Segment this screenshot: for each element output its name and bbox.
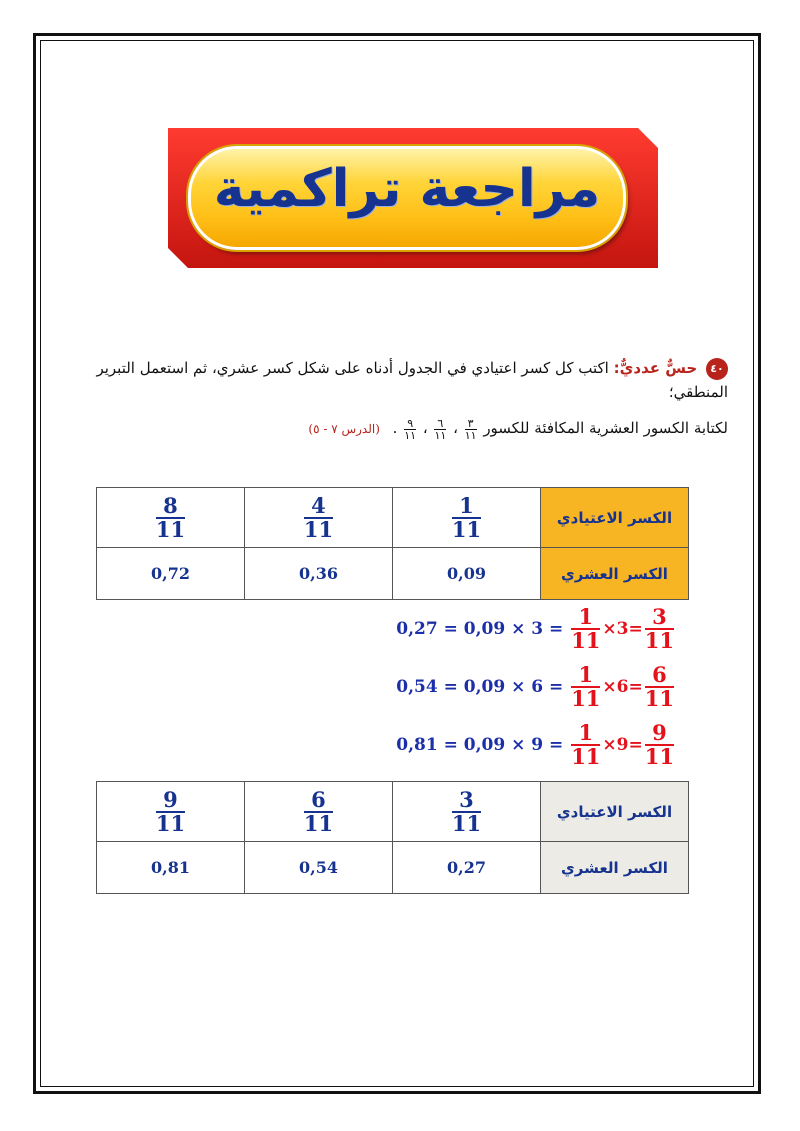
- eq-times: ×: [511, 735, 526, 755]
- fraction-denominator: 11: [451, 516, 482, 542]
- eq-result-num: 3: [645, 606, 674, 630]
- banner-pill: [188, 146, 626, 250]
- eq-decimal-result: 0,54: [396, 677, 438, 697]
- inline-fraction-3-den: ١١: [404, 428, 417, 442]
- eq-equals: =: [549, 735, 564, 755]
- eq-equals: =: [443, 677, 458, 697]
- fraction: [303, 786, 334, 836]
- eq-fraction: [571, 722, 600, 768]
- table-row: [97, 548, 689, 600]
- decimal-cell: 0,72: [97, 548, 245, 600]
- decimal-cell: 0,09: [393, 548, 541, 600]
- eq-fraction-den: 11: [571, 628, 601, 653]
- decimal-cell: 0,27: [393, 842, 541, 894]
- eq-times-red: ×: [602, 619, 617, 639]
- fraction-numerator: 8: [156, 495, 185, 519]
- eq-times: ×: [511, 677, 526, 697]
- table-row: [97, 842, 689, 894]
- fraction-cell: [393, 782, 541, 842]
- equation-3: [396, 720, 676, 769]
- eq-result-fraction: [645, 606, 674, 652]
- fraction-numerator: 1: [452, 495, 481, 519]
- fraction: [303, 492, 334, 542]
- eq-result-fraction: [645, 722, 674, 768]
- table-row: [97, 488, 689, 548]
- eq-times: ×: [511, 619, 526, 639]
- eq-multiplier-red: 6: [616, 677, 629, 697]
- fraction-cell: [97, 782, 245, 842]
- eq-result-den: 11: [644, 628, 674, 653]
- question-label: حسٌّ عدديٌّ:: [613, 359, 698, 377]
- fraction-numerator: 3: [452, 789, 481, 813]
- eq-multiplier: 6: [531, 677, 544, 697]
- fraction-cell: [245, 488, 393, 548]
- question-line-2: [68, 416, 728, 441]
- question-block: [68, 356, 728, 441]
- fraction-cell: [393, 488, 541, 548]
- eq-equals: =: [443, 735, 458, 755]
- question-text-1: اكتب كل كسر اعتيادي في الجدول أدناه على شكل كسر عشري، ثم استعمل التبرير المنطقي؛: [96, 359, 728, 401]
- eq-result-num: 6: [645, 664, 674, 688]
- header-decimal-cell: الكسر العشري: [541, 548, 689, 600]
- separator-1: ،: [453, 419, 458, 437]
- eq-equals-red: =: [628, 619, 643, 639]
- header-decimal-cell: الكسر العشري: [541, 842, 689, 894]
- eq-base: 0,09: [463, 677, 506, 697]
- lesson-reference: (الدرس ٧ - ٥): [308, 422, 380, 436]
- decimal-cell: 0,36: [245, 548, 393, 600]
- fraction: [451, 492, 482, 542]
- equation-1: [396, 604, 676, 653]
- banner-title: مراجعة تراكمية: [213, 159, 601, 219]
- eq-multiplier: 3: [531, 619, 544, 639]
- separator-2: ،: [422, 419, 428, 437]
- fraction: [155, 786, 186, 836]
- eq-fraction-num: 1: [571, 664, 600, 688]
- eq-times-red: ×: [602, 735, 617, 755]
- eq-decimal-result: 0,27: [396, 619, 438, 639]
- eq-fraction-den: 11: [571, 686, 601, 711]
- eq-fraction: [571, 606, 600, 652]
- eq-result-fraction: [645, 664, 674, 710]
- eq-fraction-den: 11: [571, 744, 601, 769]
- fraction-numerator: 9: [156, 789, 185, 813]
- table-row: [97, 782, 689, 842]
- eq-equals: =: [549, 677, 564, 697]
- inline-fraction-3-num: ٩: [404, 418, 416, 430]
- eq-decimal-result: 0,81: [396, 735, 438, 755]
- eq-multiplier: 9: [531, 735, 544, 755]
- question-line-1: [68, 356, 728, 404]
- inline-fraction-1: [465, 418, 477, 441]
- eq-fraction: [571, 664, 600, 710]
- inline-fraction-1-den: ١١: [464, 428, 477, 442]
- eq-fraction-num: 1: [571, 606, 600, 630]
- eq-fraction-num: 1: [571, 722, 600, 746]
- inline-fraction-2-den: ١١: [434, 428, 447, 442]
- inline-fraction-2: [434, 418, 446, 441]
- eq-base: 0,09: [463, 735, 506, 755]
- inline-fraction-3: [404, 418, 416, 441]
- eq-result-num: 9: [645, 722, 674, 746]
- fraction-table-1: [96, 487, 689, 600]
- fraction-cell: [97, 488, 245, 548]
- eq-equals: =: [443, 619, 458, 639]
- eq-equals: =: [549, 619, 564, 639]
- fraction-denominator: 11: [303, 516, 334, 542]
- decimal-cell: 0,54: [245, 842, 393, 894]
- title-banner: [168, 128, 658, 268]
- fraction-numerator: 6: [304, 789, 333, 813]
- fraction-table-2: [96, 781, 689, 894]
- eq-result-den: 11: [644, 686, 674, 711]
- fraction-denominator: 11: [155, 516, 186, 542]
- fraction-numerator: 4: [304, 495, 333, 519]
- eq-multiplier-red: 9: [616, 735, 629, 755]
- fraction: [451, 786, 482, 836]
- header-fraction-cell: الكسر الاعتيادي: [541, 782, 689, 842]
- fraction-denominator: 11: [155, 810, 186, 836]
- fraction-denominator: 11: [451, 810, 482, 836]
- fraction: [155, 492, 186, 542]
- header-fraction-cell: الكسر الاعتيادي: [541, 488, 689, 548]
- fraction-cell: [245, 782, 393, 842]
- fraction-denominator: 11: [303, 810, 334, 836]
- eq-result-den: 11: [644, 744, 674, 769]
- equation-2: [396, 662, 676, 711]
- eq-equals-red: =: [628, 677, 643, 697]
- eq-base: 0,09: [463, 619, 506, 639]
- question-number-badge: ٤٠: [706, 358, 728, 380]
- end-period: .: [392, 419, 398, 437]
- decimal-cell: 0,81: [97, 842, 245, 894]
- eq-times-red: ×: [602, 677, 617, 697]
- inline-fraction-1-num: ٣: [465, 418, 477, 430]
- question-text-2: لكتابة الكسور العشرية المكافئة للكسور: [483, 419, 728, 437]
- inline-fraction-2-num: ٦: [434, 418, 446, 430]
- eq-multiplier-red: 3: [616, 619, 629, 639]
- eq-equals-red: =: [628, 735, 643, 755]
